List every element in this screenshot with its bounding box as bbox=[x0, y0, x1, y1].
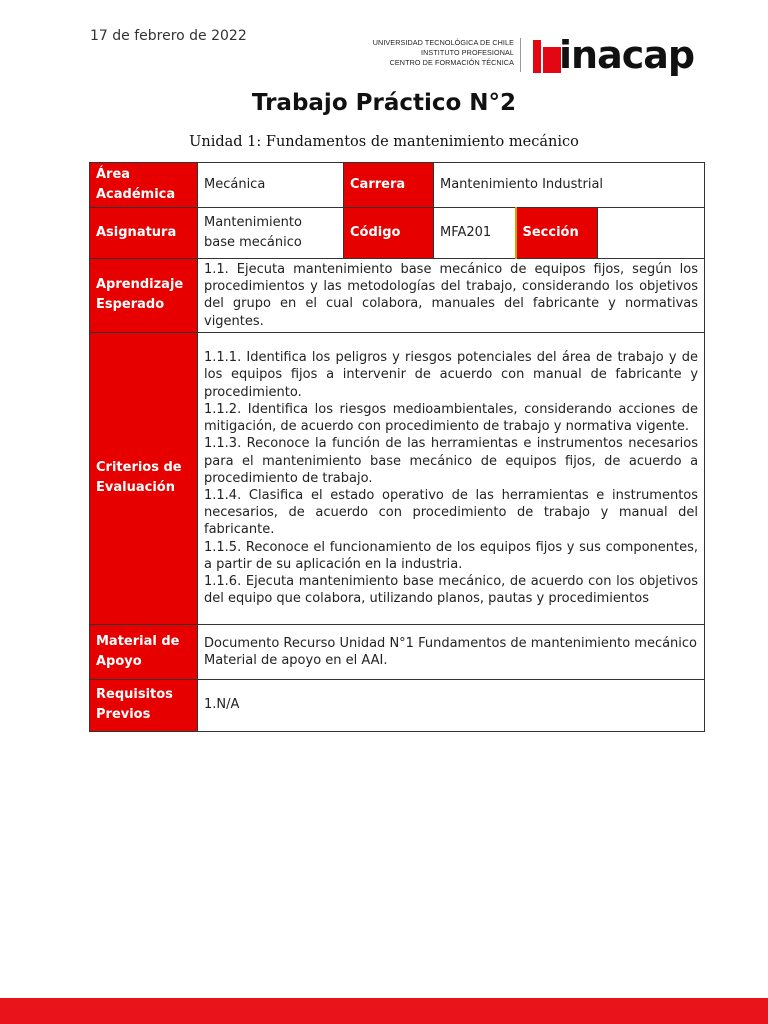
requisitos-value: 1.N/A bbox=[198, 679, 705, 731]
criterios-list bbox=[198, 332, 705, 624]
carrera-label: Carrera bbox=[344, 163, 434, 208]
carrera-value: Mantenimiento Industrial bbox=[434, 163, 705, 208]
criterios-label: Criterios de Evaluación bbox=[90, 332, 198, 624]
criterio-item: 1.1.5. Reconoce el funcionamiento de los equipos fijos y sus componentes, a partir de su aplicación en la industria. bbox=[204, 539, 699, 572]
area-value: Mecánica bbox=[198, 163, 344, 208]
asignatura-value: Mantenimiento base mecánico bbox=[198, 208, 344, 259]
criterio-item: 1.1.3. Reconoce la función de las herramientas e instrumentos necesarios para el mantenimiento base mecánico de equipos fijos, de acuerdo a procedimiento de trabajo. bbox=[204, 436, 699, 486]
inacap-logo-icon bbox=[533, 40, 561, 73]
seccion-value bbox=[598, 208, 705, 259]
institution-lines bbox=[360, 38, 514, 68]
area-label: Área Académica bbox=[90, 163, 198, 208]
document-date: 17 de febrero de 2022 bbox=[90, 28, 247, 44]
aprendizaje-value: 1.1. Ejecuta mantenimiento base mecánico de equipos fijos, según los procedimientos y las metodologías del trabajo, considerando los objetivos del grupo en el cual colabora, manuales del fabricante y normativas vigentes. bbox=[198, 259, 705, 333]
table-row bbox=[90, 679, 705, 731]
criterio-item: 1.1.2. Identifica los riesgos medioambientales, considerando acciones de mitigación, de acuerdo con procedimiento de trabajo y normativa vigente. bbox=[204, 401, 699, 435]
codigo-value: MFA201 bbox=[434, 208, 516, 259]
aprendizaje-label: Aprendizaje Esperado bbox=[90, 259, 198, 333]
institution-line: CENTRO DE FORMACIÓN TÉCNICA bbox=[389, 58, 514, 67]
material-value bbox=[198, 624, 705, 679]
material-label: Material de Apoyo bbox=[90, 624, 198, 679]
institution-line: INSTITUTO PROFESIONAL bbox=[420, 48, 514, 57]
footer-bar bbox=[0, 998, 768, 1024]
asignatura-label: Asignatura bbox=[90, 208, 198, 259]
material-line: Documento Recurso Unidad N°1 Fundamentos de mantenimiento mecánico bbox=[204, 635, 698, 651]
page-title: Trabajo Práctico N°2 bbox=[251, 90, 517, 116]
table-row bbox=[90, 259, 705, 333]
page-subtitle: Unidad 1: Fundamentos de mantenimiento mecánico bbox=[189, 134, 579, 150]
institution-line: UNIVERSIDAD TECNOLÓGICA DE CHILE bbox=[372, 38, 514, 47]
logo-divider bbox=[520, 38, 521, 72]
brand-wordmark: inacap bbox=[559, 33, 695, 77]
codigo-label: Código bbox=[344, 208, 434, 259]
material-line: Material de apoyo en el AAI. bbox=[204, 652, 388, 668]
criterio-item: 1.1.4. Clasifica el estado operativo de las herramientas e instrumentos necesarios, de acuerdo con procedimiento de trabajo y manual del fabricante. bbox=[204, 487, 699, 538]
requisitos-label: Requisitos Previos bbox=[90, 679, 198, 731]
criterio-item: 1.1.6. Ejecuta mantenimiento base mecánico, de acuerdo con los objetivos del equipo que colabora, utilizando planos, pautas y procedimientos bbox=[204, 573, 699, 607]
table-row bbox=[90, 208, 705, 259]
course-info-table bbox=[89, 162, 705, 732]
table-row bbox=[90, 163, 705, 208]
criterio-item: 1.1.1. Identifica los peligros y riesgos potenciales del área de trabajo y de los equipos fijos a intervenir de acuerdo con manual de fabricante y procedimiento. bbox=[204, 350, 699, 400]
table-row bbox=[90, 624, 705, 679]
seccion-label: Sección bbox=[516, 208, 598, 259]
table-row bbox=[90, 332, 705, 624]
